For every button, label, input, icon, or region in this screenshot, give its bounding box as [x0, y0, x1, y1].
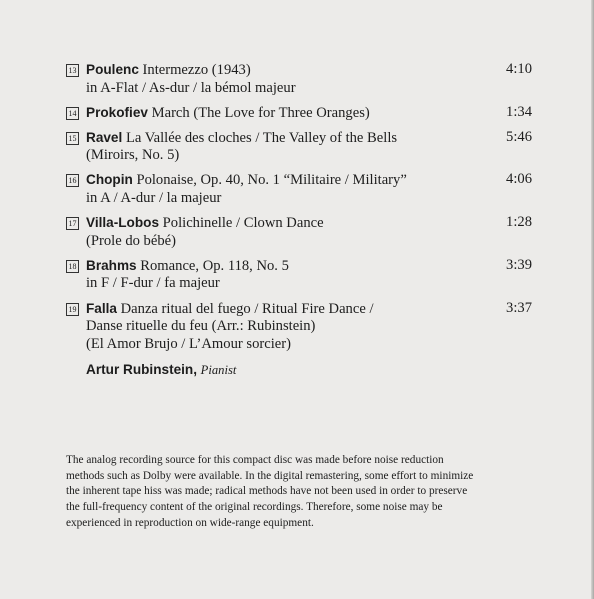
- track-duration: 1:28: [506, 214, 532, 231]
- track-composer: Falla: [86, 300, 117, 316]
- track-number: 16: [66, 174, 79, 187]
- track-title-line: [66, 171, 532, 190]
- track-subtitle-line: in A-Flat / As-dur / la bémol majeur: [86, 79, 296, 96]
- track-subtitle-line: (Miroirs, No. 5): [86, 147, 180, 164]
- track-title: Danza ritual del fuego / Ritual Fire Dance /: [120, 300, 374, 317]
- track-item: [66, 104, 532, 123]
- track-duration: 1:34: [506, 103, 532, 120]
- note-line: the full-frequency content of the original recordings. Therefore, some noise may be: [66, 501, 443, 514]
- note-line: methods such as Dolby were available. In the digital remastering, some effort to minimize: [66, 469, 474, 482]
- track-title-line: [66, 300, 532, 319]
- track-title: Polonaise, Op. 40, No. 1 “Militaire / Military”: [136, 172, 407, 189]
- track-item: [66, 257, 532, 293]
- track-title-line: [66, 257, 532, 276]
- performer-role: Pianist: [200, 363, 237, 377]
- track-title: Romance, Op. 118, No. 5: [140, 257, 289, 274]
- track-number: 15: [66, 132, 79, 145]
- track-number: 14: [66, 107, 79, 120]
- track-number: 17: [66, 217, 79, 230]
- track-composer: Brahms: [86, 257, 137, 273]
- track-subtitle-line: Danse rituelle du feu (Arr.: Rubinstein): [86, 318, 316, 335]
- track-subtitle-line: in A / A-dur / la majeur: [86, 190, 222, 207]
- performer-credit: [86, 362, 236, 379]
- track-number: 18: [66, 260, 79, 273]
- track-duration: 3:39: [506, 256, 532, 273]
- track-duration: 3:37: [506, 299, 532, 316]
- track-title: Intermezzo (1943): [142, 62, 251, 78]
- track-composer: Poulenc: [86, 62, 139, 77]
- track-number: 19: [66, 303, 79, 316]
- track-item: [66, 214, 532, 250]
- track-subtitle-line: in F / F-dur / fa majeur: [86, 275, 220, 292]
- track-duration: 4:10: [506, 61, 532, 77]
- track-item: [66, 171, 532, 207]
- track-composer: Chopin: [86, 172, 133, 188]
- track-title-line: [66, 104, 532, 123]
- track-title-line: [66, 61, 532, 80]
- track-number: 13: [66, 64, 79, 77]
- track-title: March (The Love for Three Oranges): [151, 104, 370, 121]
- track-list: [66, 61, 532, 360]
- track-composer: Ravel: [86, 129, 123, 145]
- recording-note: [66, 453, 532, 532]
- track-title-line: [66, 129, 532, 148]
- performer-name: Artur Rubinstein,: [86, 362, 198, 377]
- note-line: experienced in reproduction on wide-range equipment.: [66, 516, 314, 529]
- note-line: the inherent tape hiss was made; radical methods have not been used in order to preserve: [66, 485, 468, 498]
- track-subtitle-line: (El Amor Brujo / L’Amour sorcier): [86, 335, 291, 352]
- track-item: [66, 129, 532, 165]
- track-title-line: [66, 214, 532, 233]
- track-item: [66, 61, 532, 97]
- track-title: Polichinelle / Clown Dance: [162, 215, 324, 232]
- note-line: The analog recording source for this compact disc was made before noise reduction: [66, 454, 444, 466]
- track-composer: Prokofiev: [86, 104, 148, 120]
- track-subtitle-line: (Prole do bébé): [86, 232, 176, 249]
- track-duration: 5:46: [506, 128, 532, 145]
- track-duration: 4:06: [506, 171, 532, 188]
- track-title: La Vallée des cloches / The Valley of the Bells: [125, 129, 398, 146]
- track-composer: Villa-Lobos: [86, 215, 160, 231]
- track-item: [66, 300, 532, 354]
